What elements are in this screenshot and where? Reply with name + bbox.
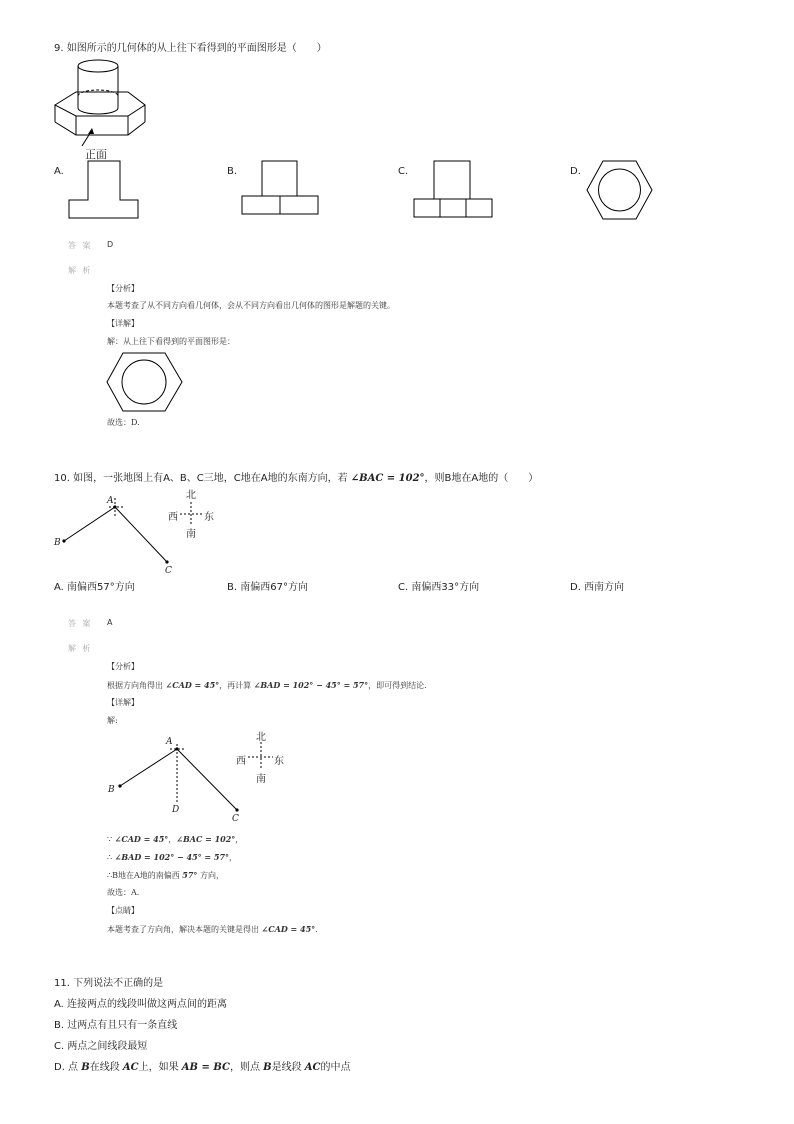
q10-detail-compass-west: 西 (236, 756, 246, 767)
q10-step-3 (107, 869, 224, 882)
q10-comment-post: . (315, 925, 318, 934)
q9-analysis-head: 【分析】 (107, 284, 139, 293)
q11-option-d-math-5: AC (304, 1062, 321, 1073)
q10-analysis-text-post: ，即可得到结论. (368, 681, 427, 690)
q10-step-2-pre: ∴ (107, 853, 115, 862)
q10-comment-pre: 本题考查了方向角，解决本题的关键是得出 (107, 925, 262, 934)
q11-option-b: B. 过两点有且只有一条直线 (54, 1020, 178, 1031)
q11-option-d-math-3: AB = BC (181, 1062, 230, 1073)
q10-compass-south: 南 (186, 529, 196, 540)
q9-analysis-label: 解 析 (68, 266, 93, 275)
q10-answer-label: 答 案 (68, 619, 93, 628)
q10-detail-compass-north: 北 (256, 732, 266, 743)
q10-map-figure (52, 494, 242, 580)
q10-point-a: A (107, 496, 114, 506)
q10-stem-pre: 10. 如图，一张地图上有A、B、C三地，C地在A地的东南方向，若 (54, 473, 351, 484)
q10-comment-text (107, 923, 318, 936)
q10-analysis-label: 解 析 (68, 644, 93, 653)
q10-analysis-text-pre: 根据方向角得出 (107, 681, 166, 690)
q11-option-a: A. 连接两点的线段叫做这两点间的距离 (54, 999, 228, 1010)
q10-comment-head: 【点睛】 (107, 906, 139, 915)
q10-stem-math: ∠BAC = 102° (350, 473, 425, 484)
q10-detail-head: 【详解】 (107, 698, 139, 707)
q11-option-d-text-2: 上，如果 (138, 1062, 182, 1073)
q11-option-d-text-5: 的中点 (320, 1062, 351, 1073)
q9-option-d-label: D. (570, 166, 581, 177)
q10-stem-post: ，则B地在A地的（ ） (424, 473, 539, 484)
q11-option-d (54, 1061, 351, 1075)
q10-option-c: C. 南偏西33°方向 (398, 582, 480, 593)
q10-option-b: B. 南偏西67°方向 (227, 582, 308, 593)
q9-option-d-figure (586, 160, 654, 222)
q10-step-1-post: ， (235, 835, 244, 844)
q10-step-2-post: ， (229, 853, 238, 862)
q10-analysis-head: 【分析】 (107, 662, 139, 671)
q10-detail-point-c: C (232, 814, 239, 824)
q11-option-d-math-2: AC (122, 1062, 139, 1073)
q10-step-2 (107, 851, 237, 864)
q11-option-d-text-4: 是线段 (271, 1062, 305, 1073)
q10-analysis-text-mid: ，再计算 (219, 681, 254, 690)
q10-conclusion: 故选：A. (107, 888, 140, 897)
q10-detail-compass-south: 南 (256, 774, 266, 785)
q10-analysis-text (107, 679, 427, 692)
q9-option-a-label: A. (54, 166, 64, 177)
q10-detail-point-a: A (166, 737, 173, 747)
q10-step-3-post: 方向， (197, 871, 224, 880)
q9-conclusion: 故选：D. (107, 418, 140, 427)
q9-detail-hexagon-figure (106, 352, 184, 414)
q10-step-3-math: 57° (182, 870, 198, 880)
q10-detail-point-d: D (172, 805, 180, 815)
q10-detail-point-b: B (108, 785, 115, 795)
q10-point-c: C (165, 566, 172, 576)
q9-front-label: 正面 (85, 148, 107, 161)
q10-compass-north: 北 (186, 490, 196, 501)
q11-option-d-text-1: 在线段 (89, 1062, 123, 1073)
q10-detail-compass-east: 东 (274, 756, 284, 767)
q9-stem: 9. 如图所示的几何体的从上往下看得到的平面图形是（ ） (54, 43, 327, 54)
q10-step-1 (107, 833, 243, 846)
q10-step-2-math: ∠BAD = 102° − 45° = 57° (114, 852, 230, 862)
q9-detail-head: 【详解】 (107, 319, 139, 328)
q10-step-1-math-1: ∠CAD = 45° (114, 834, 169, 844)
q9-option-c-label: C. (398, 166, 409, 177)
q11-option-d-pre: D. 点 (54, 1062, 82, 1073)
q11-option-d-text-3: ，则点 (229, 1062, 264, 1073)
q11-stem: 11. 下列说法不正确的是 (54, 978, 164, 989)
q10-step-1-mid: ， (168, 835, 177, 844)
q11-option-c: C. 两点之间线段最短 (54, 1041, 148, 1052)
q10-option-d: D. 西南方向 (570, 582, 625, 593)
q10-step-1-math-2: ∠BAC = 102° (176, 834, 236, 844)
q9-option-c-figure (413, 160, 495, 220)
q10-step-3-pre: ∴B地在A地的南偏西 (107, 871, 183, 880)
q11-option-d-math-4: B (263, 1062, 272, 1073)
q10-analysis-math-2: ∠BAD = 102° − 45° = 57° (253, 680, 369, 690)
q10-step-1-pre: ∵ (107, 835, 115, 844)
q9-option-b-figure (241, 160, 321, 216)
q10-comment-math: ∠CAD = 45° (261, 924, 316, 934)
q10-analysis-math-1: ∠CAD = 45° (165, 680, 220, 690)
q10-stem (54, 472, 538, 486)
q9-option-b-label: B. (227, 166, 238, 177)
q10-option-a: A. 南偏西57°方向 (54, 582, 135, 593)
q9-analysis-text: 本题考查了从不同方向看几何体，会从不同方向看出几何体的图形是解题的关键。 (107, 301, 395, 310)
q11-option-d-math-1: B (81, 1062, 90, 1073)
q10-detail-figure (106, 730, 296, 828)
q9-answer-value: D (107, 240, 114, 249)
q9-answer-label: 答 案 (68, 241, 93, 250)
q9-detail-text: 解：从上往下看得到的平面图形是： (107, 337, 235, 346)
q10-point-b: B (54, 538, 61, 548)
q10-compass-east: 东 (204, 512, 214, 523)
q10-compass-west: 西 (168, 512, 178, 523)
q9-option-a-figure (68, 160, 140, 220)
q10-detail-jie: 解: (107, 716, 118, 725)
q10-answer-value: A (107, 618, 113, 627)
